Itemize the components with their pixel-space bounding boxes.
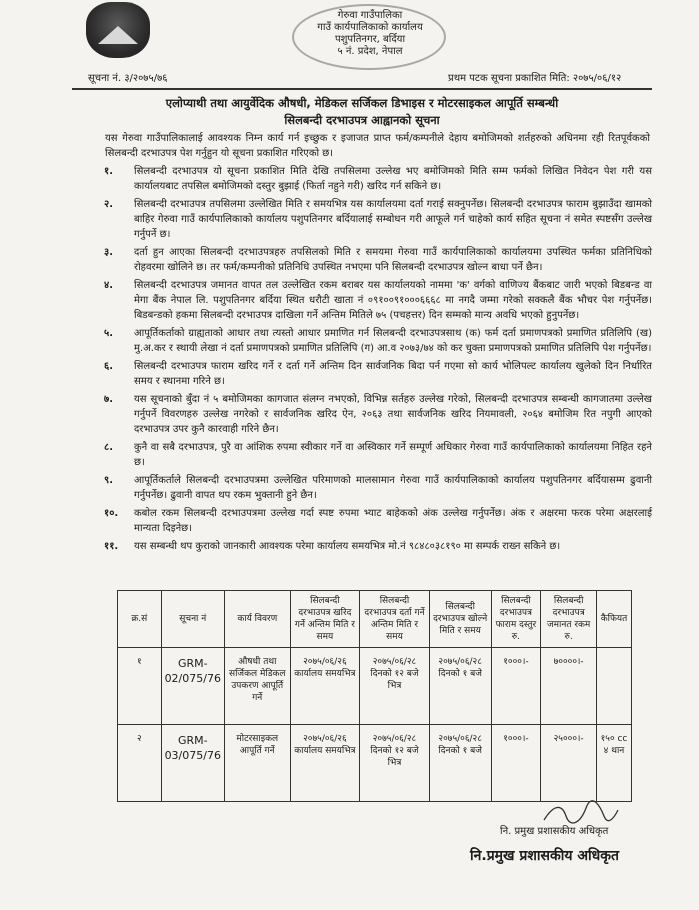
item-number: ५.	[104, 328, 113, 339]
list-item	[100, 326, 652, 356]
list-item	[100, 539, 652, 554]
item-number: ८.	[104, 442, 113, 453]
notice-title: एलोप्याथी तथा आयुर्वेदिक औषधी, मेडिकल सर्जिकल डिभाइस र मोटरसाइकल आपूर्ति सम्बन्धी	[165, 96, 559, 110]
item-number: ४.	[104, 280, 113, 291]
column-header: सिलबन्दी दरभाउपत्र खोल्ने मिति र समय	[429, 591, 491, 648]
item-text: यस सम्बन्धी थप कुराको जानकारी आवश्यक परेमा कार्यालय समयभित्र मो.नं ९८४८०३८१९० मा सम्पर्क राख्न सकिने छ।	[134, 541, 561, 552]
notice-subtitle: सिलबन्दी दरभाउपत्र आह्वानको सूचना	[284, 113, 440, 127]
item-number: ३.	[104, 247, 113, 258]
list-item	[100, 245, 652, 275]
list-item	[100, 278, 652, 323]
item-text: आपूर्तिकर्ताले सिलबन्दी दरभाउपत्रमा उल्लेखित परिमाणको मालसामान गेरुवा गाउँ कार्यपालिकाको कार्यालय पशुपतिनगर बर्दियासम्म ढुवानी गर्नुपर्नेछ। ढुवानी वापत थप रकम भुक्तानी हुने छैन।	[134, 475, 652, 501]
item-text: सिलबन्दी दरभाउपत्र तपसिलमा उल्लेखित मिति र समयभित्र यस कार्यालयमा दर्ता गराई सक्नुपर्नेछ। सिलबन्दी दरभाउपत्र फाराम बुझाउँदा खामको बाहिर गेरुवा गाउँ कार्यपालिकाको कार्यालय पशुपतिनगर बर्दियालाई सम्बोधन गरी आफूले गर्न चाहेको कार्य सहित सूचना नं समेत स्पष्टसँग उल्लेख गर्नुपर्ने छ।	[134, 199, 652, 240]
list-item	[100, 440, 652, 470]
intro-paragraph: यस गेरुवा गाउँपालिकालाई आवश्यक निम्न कार्य गर्न इच्छुक र इजाजत प्राप्त फर्म/कम्पनीले देहाय बमोजिमको शर्तहरुको अधिनमा रही रितपूर्वकको सिलबन्दी दरभाउपत्र पेश गर्नुहुन यो सूचना प्रकाशित गरिएको छ।	[105, 133, 650, 159]
stamp-line: गेरुवा गाउँपालिका	[337, 10, 403, 21]
item-text: कुनै वा सबै दरभाउपत्र, पुरै वा आंशिक रुपमा स्वीकार गर्ने वा अस्विकार गर्ने सम्पूर्ण अधिकार गेरुवा गाउँ कार्यपालिकाको कार्यालयमा निहित रहने छ।	[134, 442, 652, 468]
item-text: सिलबन्दी दरभाउपत्र फाराम खरिद गर्ने र दर्ता गर्ने अन्तिम दिन सार्वजनिक बिदा पर्न गएमा सो कार्य भोलिपल्ट कार्यालय खुलेको दिन निर्धारित समय र स्थानमा गरिने छ।	[134, 361, 652, 387]
table-cell: औषधी तथा सर्जिकल मेडिकल उपकरण आपूर्ति गर्ने	[224, 648, 290, 725]
item-text: सिलबन्दी दरभाउपत्र जमानत वापत तल उल्लेखित रकम बराबर यस कार्यालयको नाममा 'क' वर्गको वाणिज्य बैंकबाट जारी भएको बिडबन्ड वा मेगा बैंक नेपाल लि. पशुपतिनगर बर्दिया स्थित धरौटी खाता नं ०९१००९१०००६६६८ मा नगदै जम्मा गरेको सक्कलै बैंक भौचर पेश गर्नुपर्नेछ। बिडबन्डको हकमा सिलबन्दी दरभाउपत्र दाखिला गर्ने अन्तिम मितिले ७५ (पचहत्तर) दिन सम्मको मान्य अवधि भएको हुनुपर्नेछ।	[134, 280, 652, 321]
item-number: २.	[104, 199, 113, 210]
table-cell: २०७५/०६/२८ दिनको १२ बजे भित्र	[360, 648, 430, 725]
table-cell: GRM-02/075/76	[161, 648, 224, 725]
item-text: सिलबन्दी दरभाउपत्र यो सूचना प्रकाशित मिति देखि तपसिलमा उल्लेख भए बमोजिमको मिति सम्म फर्मको लिखित निवेदन पेश गरी यस कार्यालयबाट तपसिल बमोजिमको दस्तुर बुझाई (फिर्ता नहुने गरी) खरिद गर्न सकिने छ।	[134, 166, 652, 192]
table-cell: २०७५/०६/२८ दिनको १ बजे	[429, 648, 491, 725]
column-header: क्र.सं	[118, 591, 162, 648]
table-cell: GRM-03/075/76	[161, 725, 224, 802]
office-stamp	[290, 4, 450, 66]
table-row	[118, 648, 632, 725]
item-number: ११.	[104, 541, 119, 552]
list-item	[100, 197, 652, 242]
item-text: यस सूचनाको बुँदा नं ५ बमोजिमका कागजात संलग्न नभएको, विभिन्न सर्तहरु उल्लेख गरेको, सिलबन्दी दरभाउपत्र सम्बन्धी कागजातमा उल्लेख गर्नुपर्ने विवरणहरु उल्लेख नगरेको र सार्वजनिक खरिद ऐन, २०६३ तथा सार्वजनिक खरिद नियमावली, २०६४ बमोजिम रित नपुगी आएको दरभाउपत्र उपर कुनै कारवाही गरिने छैन।	[134, 394, 652, 435]
stamp-line: ५ नं. प्रदेश, नेपाल	[337, 46, 403, 57]
list-item	[100, 164, 652, 194]
list-item	[100, 506, 652, 536]
header-divider	[72, 88, 652, 90]
column-header: सिलबन्दी दरभाउपत्र दर्ता गर्ने अन्तिम मिति र समय	[360, 591, 430, 648]
first-published-date: प्रथम पटक सूचना प्रकाशित मिति: २०७५/०६/१२	[448, 73, 622, 84]
notice-number: सूचना नं. ३/२०७५/७६	[88, 73, 168, 84]
column-header: सिलबन्दी दरभाउपत्र जमानत रकम रु.	[541, 591, 597, 648]
signatory-designation: नि.प्रमुख प्रशासकीय अधिकृत	[470, 848, 619, 864]
item-number: ६.	[104, 361, 113, 372]
table-cell: १५० cc ४ थान	[596, 725, 631, 802]
column-header: सिलबन्दी दरभाउपत्र फाराम दस्तुर रु.	[491, 591, 541, 648]
table-cell: १	[118, 648, 162, 725]
tender-table	[117, 590, 632, 802]
column-header: सूचना नं	[161, 591, 224, 648]
item-number: १०.	[104, 508, 119, 519]
item-number: ७.	[104, 394, 113, 405]
item-text: कबोल रकम सिलबन्दी दरभाउपत्रमा उल्लेख गर्दा स्पष्ट रुपमा भ्याट बाहेकको अंक उल्लेख गर्नुपर्नेछ। अंक र अक्षरमा फरक परेमा अक्षरलाई मान्यता दिइनेछ।	[134, 508, 652, 534]
table-row	[118, 725, 632, 802]
table-cell: २०७५/०६/२८ दिनको १ बजे	[429, 725, 491, 802]
table-cell: ७००००।-	[541, 648, 597, 725]
list-item	[100, 392, 652, 437]
item-text: आपूर्तिकर्ताको ग्राह्यताको आधार तथा त्यस्तो आधार प्रमाणित गर्न सिलबन्दी दरभाउपत्रसाथ (क) फर्म दर्ता प्रमाणपत्रको प्रमाणित प्रतिलिपि (ख) मु.अ.कर र स्थायी लेखा नं दर्ता प्रमाणपत्रको प्रमाणित प्रतिलिपि (ग) आ.व २०७३/७४ को कर चुक्ता प्रमाणपत्रको प्रमाणित प्रतिलिपि पेश गर्नुपर्नेछ।	[134, 328, 652, 354]
mountain-shape	[98, 26, 138, 44]
table-cell: मोटरसाइकल आपूर्ति गर्ने	[224, 725, 290, 802]
column-header: सिलबन्दी दरभाउपत्र खरिद गर्ने अन्तिम मिति र समय	[290, 591, 360, 648]
table-cell: २५०००।-	[541, 725, 597, 802]
conditions-list	[100, 164, 652, 557]
stamp-line: गाउँ कार्यपालिकाको कार्यालय	[317, 22, 423, 33]
table-cell: १०००।-	[491, 725, 541, 802]
table-cell: २	[118, 725, 162, 802]
signature-title: नि. प्रमुख प्रशासकीय अधिकृत	[500, 826, 609, 837]
column-header: कार्य विवरण	[224, 591, 290, 648]
table-cell: २०७५/०६/२६ कार्यालय समयभित्र	[290, 648, 360, 725]
table-cell	[596, 648, 631, 725]
item-text: दर्ता हुन आएका सिलबन्दी दरभाउपत्रहरु तपसिलको मिति र समयमा गेरुवा गाउँ कार्यपालिकाको कार्यालयमा उपस्थित फर्मका प्रतिनिधिको रोहवरमा खोलिने छ। तर फर्म/कम्पनीको प्रतिनिधि उपस्थित नभएमा पनि सिलबन्दी दरभाउपत्र खोल्न बाधा पर्ने छैन।	[134, 247, 652, 273]
list-item	[100, 359, 652, 389]
column-header: कैफियत	[596, 591, 631, 648]
stamp-line: पशुपतिनगर, बर्दिया	[334, 34, 406, 45]
item-number: १.	[104, 166, 113, 177]
table-cell: २०७५/०६/२८ दिनको १२ बजे भित्र	[360, 725, 430, 802]
list-item	[100, 473, 652, 503]
nepal-emblem-logo	[86, 2, 150, 58]
table-cell: २०७५/०६/२६ कार्यालय समयभित्र	[290, 725, 360, 802]
table-header-row	[118, 591, 632, 648]
table-cell: १०००।-	[491, 648, 541, 725]
item-number: ९.	[104, 475, 113, 486]
